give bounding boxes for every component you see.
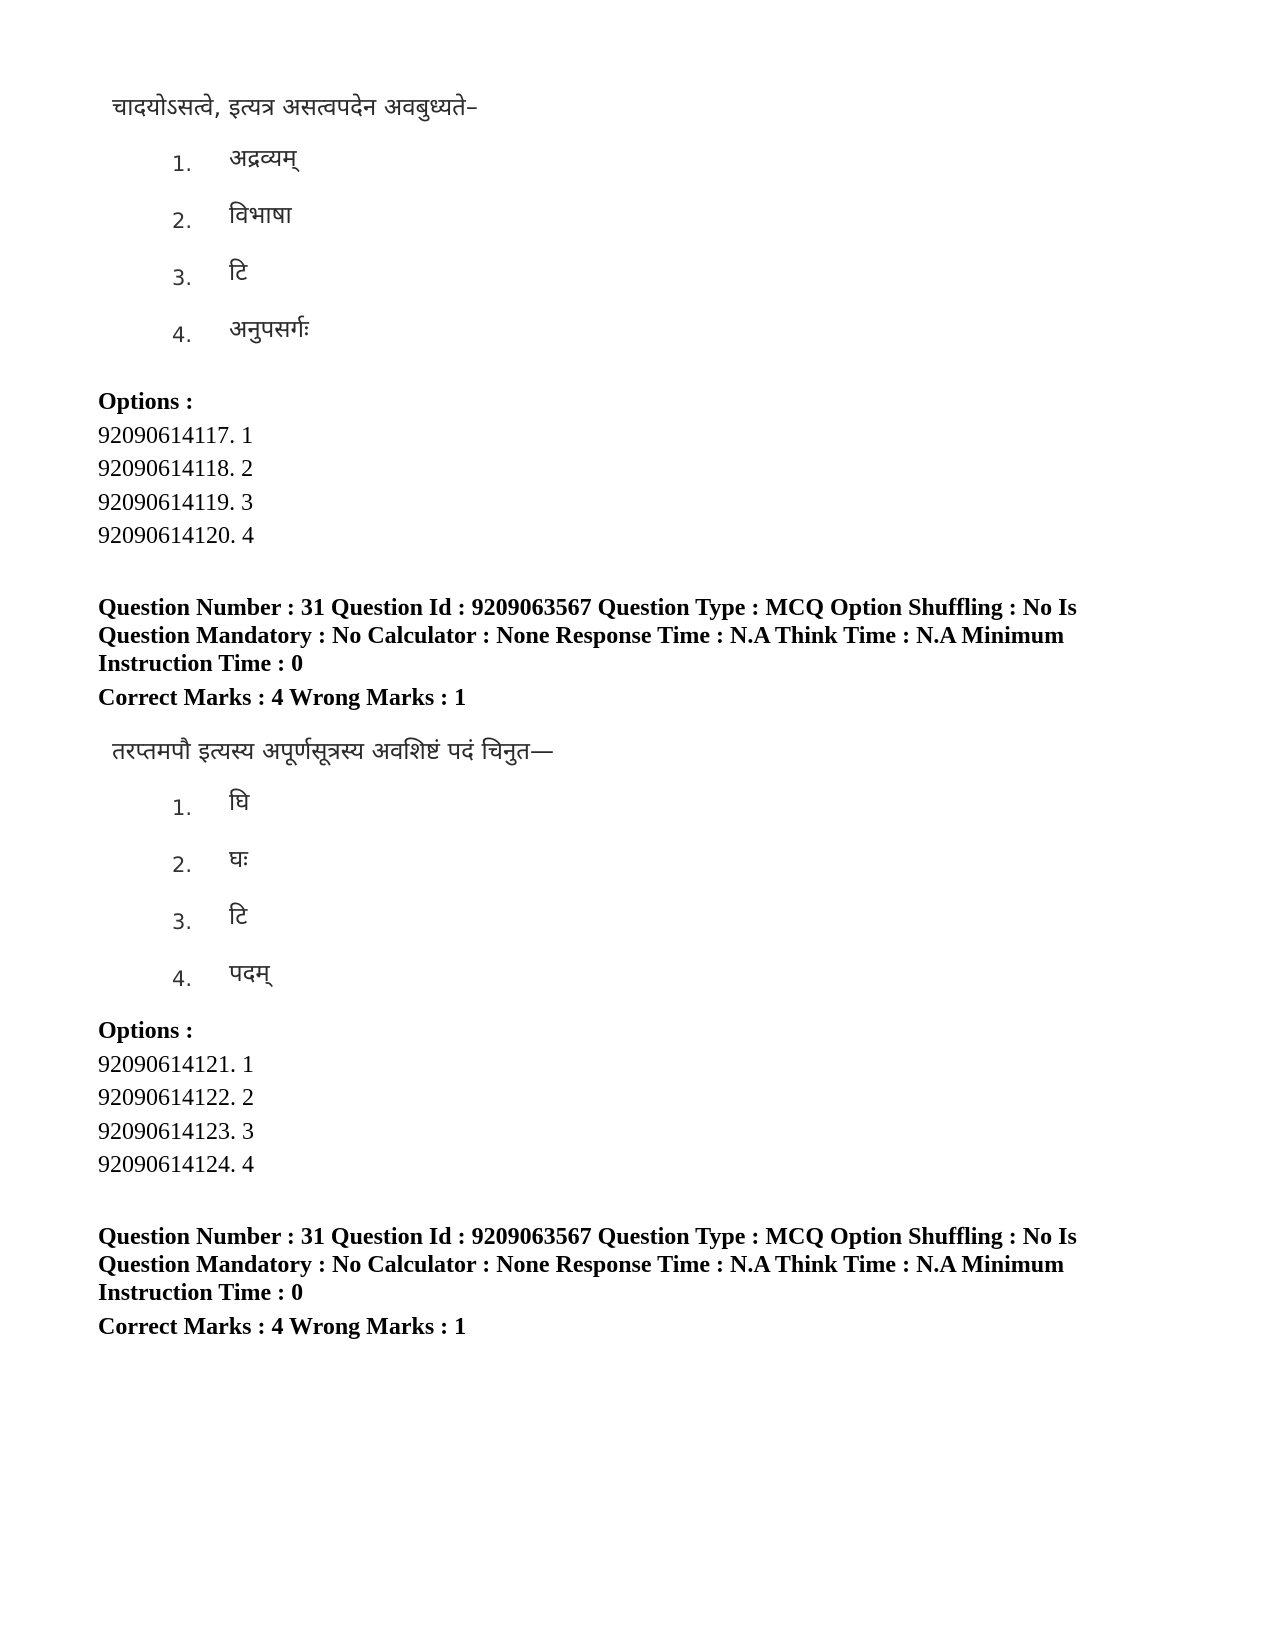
choice-number: 3. <box>172 910 193 934</box>
question-marks: Correct Marks : 4 Wrong Marks : 1 <box>98 685 467 711</box>
options-label: Options : <box>98 1018 194 1044</box>
choice-item <box>112 836 554 893</box>
question-stem: चादयोऽसत्वे, इत्यत्र असत्वपदेन अवबुध्यते– <box>112 93 478 121</box>
option-row: 92090614118. 2 <box>98 456 254 482</box>
choice-list <box>112 779 554 1007</box>
option-row: 92090614122. 2 <box>98 1085 254 1111</box>
choice-text: घि <box>229 788 250 816</box>
choice-number: 1. <box>172 152 193 176</box>
choice-item <box>112 249 478 306</box>
choice-item <box>112 950 554 1007</box>
option-row: 92090614124. 4 <box>98 1152 254 1178</box>
option-row: 92090614117. 1 <box>98 422 254 449</box>
choice-text: पदम् <box>229 959 270 987</box>
question-details: Question Number : 31 Question Id : 9209063567 Question Type : MCQ Option Shuffling : No Is Question Mandatory : No Calculator : None Response Time : N.A Think Time : N.A Minimum Instruction Time : 0 <box>98 595 1077 677</box>
choice-item <box>112 779 554 836</box>
choice-text: घः <box>229 845 249 873</box>
choice-item <box>112 306 478 363</box>
question-image-b <box>112 736 554 1007</box>
choice-item <box>112 135 478 192</box>
choice-number: 2. <box>172 209 193 233</box>
option-row: 92090614120. 4 <box>98 523 254 549</box>
option-row: 92090614119. 3 <box>98 489 254 516</box>
choice-text: टि <box>229 258 248 286</box>
option-row: 92090614123. 3 <box>98 1118 254 1145</box>
option-row: 92090614121. 1 <box>98 1051 254 1078</box>
question-marks: Correct Marks : 4 Wrong Marks : 1 <box>98 1314 467 1340</box>
question-stem: तरप्तमपौ इत्यस्य अपूर्णसूत्रस्य अवशिष्टं पदं चिनुत— <box>112 737 554 765</box>
choice-number: 2. <box>172 853 193 877</box>
choice-text: विभाषा <box>229 201 292 229</box>
question-meta-2 <box>98 1223 1118 1341</box>
choice-item <box>112 893 554 950</box>
options-block-a <box>98 386 254 554</box>
question-details: Question Number : 31 Question Id : 9209063567 Question Type : MCQ Option Shuffling : No Is Question Mandatory : No Calculator : None Response Time : N.A Think Time : N.A Minimum Instruction Time : 0 <box>98 1224 1077 1306</box>
choice-list <box>112 135 478 363</box>
choice-item <box>112 192 478 249</box>
choice-text: टि <box>229 902 248 930</box>
options-label: Options : <box>98 389 194 415</box>
choice-text: अद्रव्यम् <box>229 144 297 172</box>
choice-number: 1. <box>172 796 193 820</box>
choice-number: 4. <box>172 323 193 347</box>
choice-number: 4. <box>172 967 193 991</box>
choice-text: अनुपसर्गः <box>229 315 309 343</box>
question-meta-1 <box>98 594 1118 712</box>
choice-number: 3. <box>172 266 193 290</box>
question-image-a <box>112 92 478 363</box>
options-block-b <box>98 1015 254 1183</box>
